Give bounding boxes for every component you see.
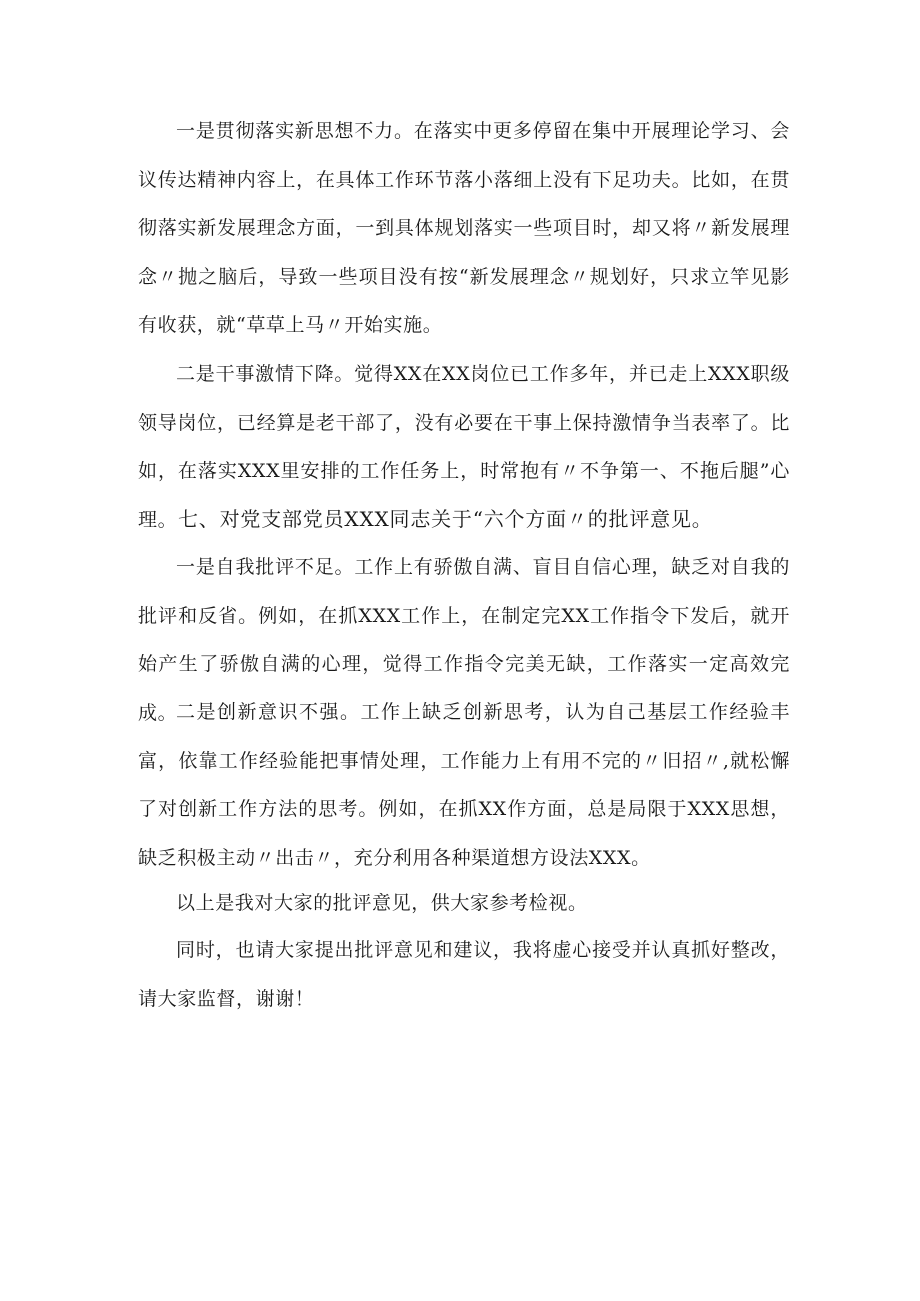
section-heading-seven: 七、对党支部党员XXX同志关于“六个方面〃的批评意见。 [178, 507, 713, 531]
paragraph-new-thought: 一是贯彻落实新思想不力。在落实中更多停留在集中开展理论学习、会议传达精神内容上，在具体工作环节落小落细上没有下足功夫。比如，在贯彻落实新发展理念方面，一到具体规划落实一些项目时，却又将〃新发展理念〃抛之脑后，导致一些项目没有按“新发展理念〃规划好，只求立竿见影有收获，就“草草上马〃开始实施。 [138, 120, 790, 336]
paragraph-innovation: 二是创新意识不强。工作上缺乏创新思考，认为自己基层工作经验丰富，依靠工作经验能把事情处理，工作能力上有用不完的〃旧招〃,就松懈了对创新工作方法的思考。例如，在抓XX作方面，总是局限于XXX思想，缺乏积极主动〃出击〃，充分利用各种渠道想方设法XXX。 [138, 701, 790, 869]
paragraph-work-passion: 二是干事激情下降。觉得XX在XX岗位已工作多年，并已走上XXX职级领导岗位，已经算是老干部了，没有必要在干事上保持激情争当表率了。比如，在落实XXX里安排的工作任务上，时常抱有〃不争第一、不拖后腿”心理。 [138, 363, 790, 531]
paragraph-self-criticism: 一是自我批评不足。工作上有骄傲自满、盲目自信心理，缺乏对自我的批评和反省。例如，在抓XXX工作上，在制定完XX工作指令下发后，就开始产生了骄傲自满的心理，觉得工作指令完美无缺，工作落实一定高效完成。 [138, 556, 790, 724]
paragraph-closing: 同时，也请大家提出批评意见和建议，我将虚心接受并认真抓好整改，请大家监督，谢谢！ [138, 939, 790, 1010]
paragraph-summary: 以上是我对大家的批评意见，供大家参考检视。 [176, 892, 588, 914]
